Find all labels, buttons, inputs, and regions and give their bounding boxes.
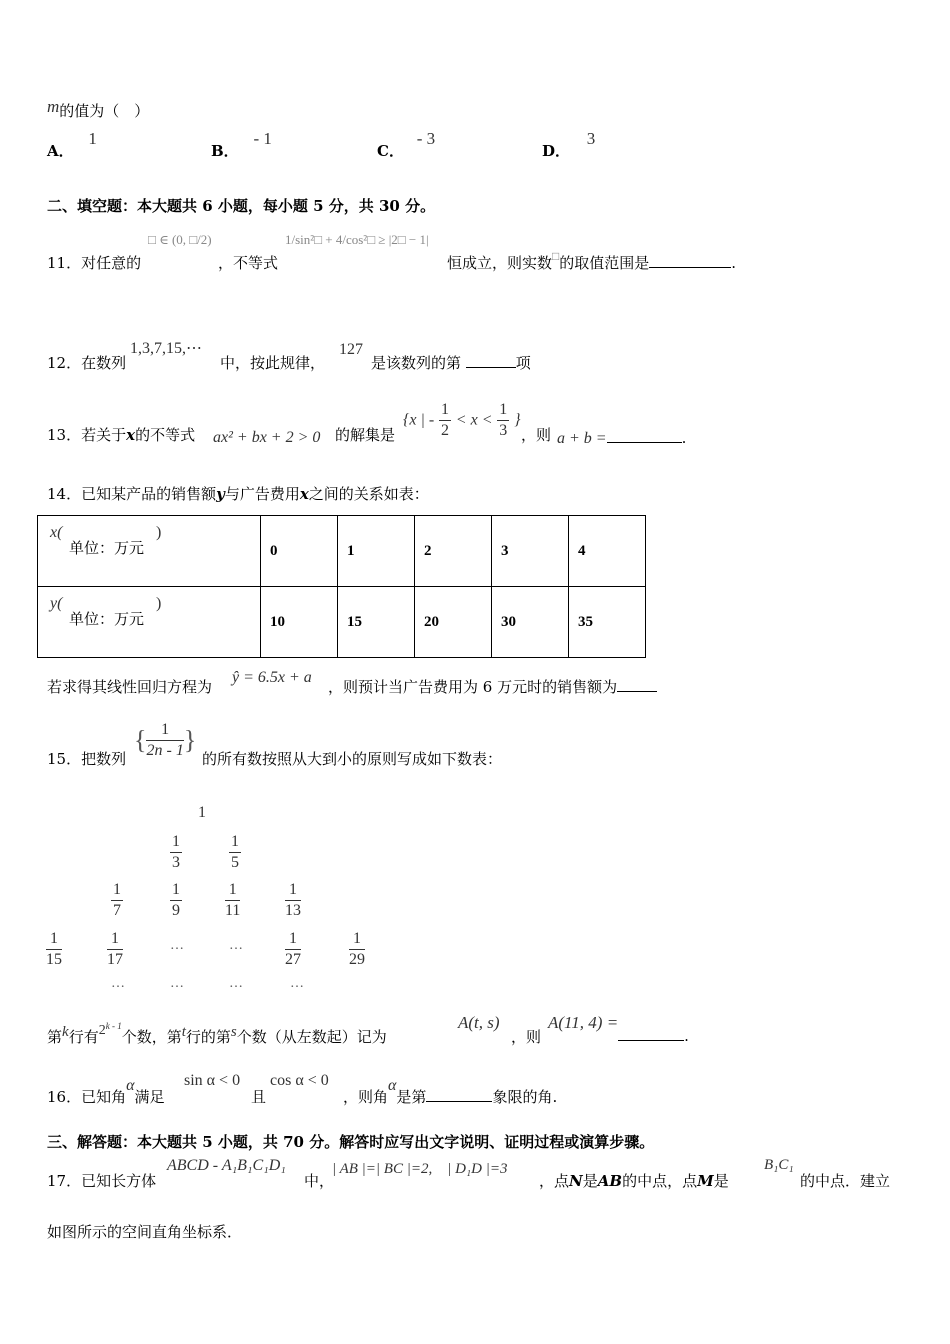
q13-answer: a + b = . [557,429,687,447]
triangle-entry: $\frac{1}{17}$ [107,930,123,968]
q16: 16．已知角α满足 [47,1077,165,1106]
q15-then: ，则 [511,1028,542,1046]
q11-condition: □ ∈ (0, □/2) [148,232,212,247]
q16-and: 且 [251,1088,267,1106]
table-cell: 2 [415,516,492,587]
table-row-header-x: x( 单位：万元 ) [38,516,261,587]
q13: 13．若关于x的不等式 [47,426,196,444]
q12-sequence: 1,3,7,15,⋯ [130,340,202,357]
q10-tail: 的值为（ ） [59,102,150,120]
triangle-entry: $\frac{1}{9}$ [172,881,180,919]
q11-number: 11． [47,254,82,272]
triangle-ellipsis: … [111,976,125,991]
table-cell: 1 [338,516,415,587]
table-row [38,516,646,587]
section-2-title: 二、填空题：本大题共 6 小题，每小题 5 分，共 30 分。 [47,197,436,215]
q17-line2: 如图所示的空间直角坐标系． [47,1223,243,1241]
q17-segment: B₁C₁ [764,1157,794,1173]
q12-answer-blank[interactable] [466,353,516,368]
q15-post: 的所有数按照从大到小的原则写成如下数表： [202,750,503,768]
triangle-entry: $\frac{1}{15}$ [46,930,62,968]
table-cell: 35 [569,587,646,658]
q14: 14．已知某产品的销售额y与广告费用x之间的关系如表： [47,485,429,503]
q12-value: 127 [339,341,363,358]
q17-text: ，点N是AB的中点，点M是 [539,1172,729,1190]
q14-regression-pre: 若求得其线性回归方程为 [47,678,213,696]
q13-mid: 的解集是 [335,426,396,444]
q16-condition-cos: cos α < 0 [270,1072,329,1089]
q15: 15．把数列 [47,750,127,768]
q13-inequality: ax² + bx + 2 > 0 [213,429,321,446]
triangle-entry: $\frac{1}{27}$ [285,930,301,968]
table-cell: 3 [492,516,569,587]
triangle-entry: $\frac{1}{29}$ [349,930,365,968]
table-cell: 4 [569,516,646,587]
triangle-ellipsis: … [170,938,184,953]
q13-post: ，则 [521,426,552,444]
q15-notation: A(t, s) [458,1013,500,1032]
table-cell: 15 [338,587,415,658]
triangle-ellipsis: … [290,976,304,991]
triangle-entry: $\frac{1}{11}$ [225,881,241,919]
triangle-entry: 1 [198,804,206,821]
section-3-title: 三、解答题：本大题共 5 小题，共 70 分。解答时应写出文字说明、证明过程或演算步骤。 [47,1133,655,1151]
q10-option-a[interactable]: A． 1 [47,129,97,160]
q12-post: 是该数列的第 项 [371,354,531,372]
q11 [47,252,141,273]
q17-text-end: 的中点．建立 [800,1172,891,1190]
q14-regression-post: ，则预计当广告费用为 6 万元时的销售额为 [328,676,657,697]
q15-question: 第k行有2$^{k - 1}$个数，第t行的第s个数（从左数起）记为 [47,1021,387,1046]
q16-answer-blank[interactable] [426,1087,492,1102]
table-cell: 10 [261,587,338,658]
q14-table [37,515,646,658]
q10-option-c[interactable]: C． - 3 [377,129,436,160]
q12-mid: 中，按此规律， [220,354,326,372]
q11-inequality: 1/sin²□ + 4/cos²□ ≥ |2□ − 1| [285,232,429,247]
q10-option-d[interactable]: D． 3 [542,129,596,160]
q13-answer-blank[interactable] [607,428,682,443]
q10-option-b[interactable]: B． - 1 [211,129,272,160]
table-row [38,587,646,658]
triangle-ellipsis: … [229,976,243,991]
q15-answer-blank[interactable] [618,1026,684,1041]
q11-var: □ [552,249,560,263]
q10-stem [47,97,150,121]
q11-mid: ，不等式 [218,254,279,272]
q15-sequence: { $\frac{1}{2n - 1}$ } [134,721,197,759]
q12: 12．在数列 [47,354,127,372]
triangle-entry: $\frac{1}{5}$ [231,833,239,871]
triangle-ellipsis: … [170,976,184,991]
q16-post: ，则角α是第 象限的角. [343,1077,558,1106]
q17-mid: 中， [304,1172,335,1190]
q14-answer-blank[interactable] [617,677,657,692]
triangle-entry: $\frac{1}{13}$ [285,881,301,919]
q17-lengths: | AB |=| BC |=2, | D₁D |=3 [332,1161,508,1177]
table-cell: 0 [261,516,338,587]
triangle-entry: $\frac{1}{3}$ [172,833,180,871]
table-cell: 30 [492,587,569,658]
q11-pre: 对任意的 [81,254,142,272]
q17-solid: ABCD - A₁B₁C₁D₁ [167,1157,286,1174]
table-row-header-y: y( 单位：万元 ) [38,587,261,658]
q16-condition-sin: sin α < 0 [184,1072,241,1089]
q11-answer-blank[interactable] [649,253,731,268]
q17: 17．已知长方体 [47,1172,157,1190]
table-cell: 20 [415,587,492,658]
q15-answer: A(11, 4) =. [548,1013,689,1045]
q14-regression-equation: ŷ = 6.5x + a [232,669,312,686]
triangle-ellipsis: … [229,938,243,953]
q13-solution-set: {x | - $\frac{1}{2}$ < x < $\frac{1}{3}$ } [403,401,521,439]
q11-post: 恒成立，则实数□的取值范围是 . [447,249,737,272]
q10-var: m [47,97,60,116]
triangle-entry: $\frac{1}{7}$ [113,881,121,919]
